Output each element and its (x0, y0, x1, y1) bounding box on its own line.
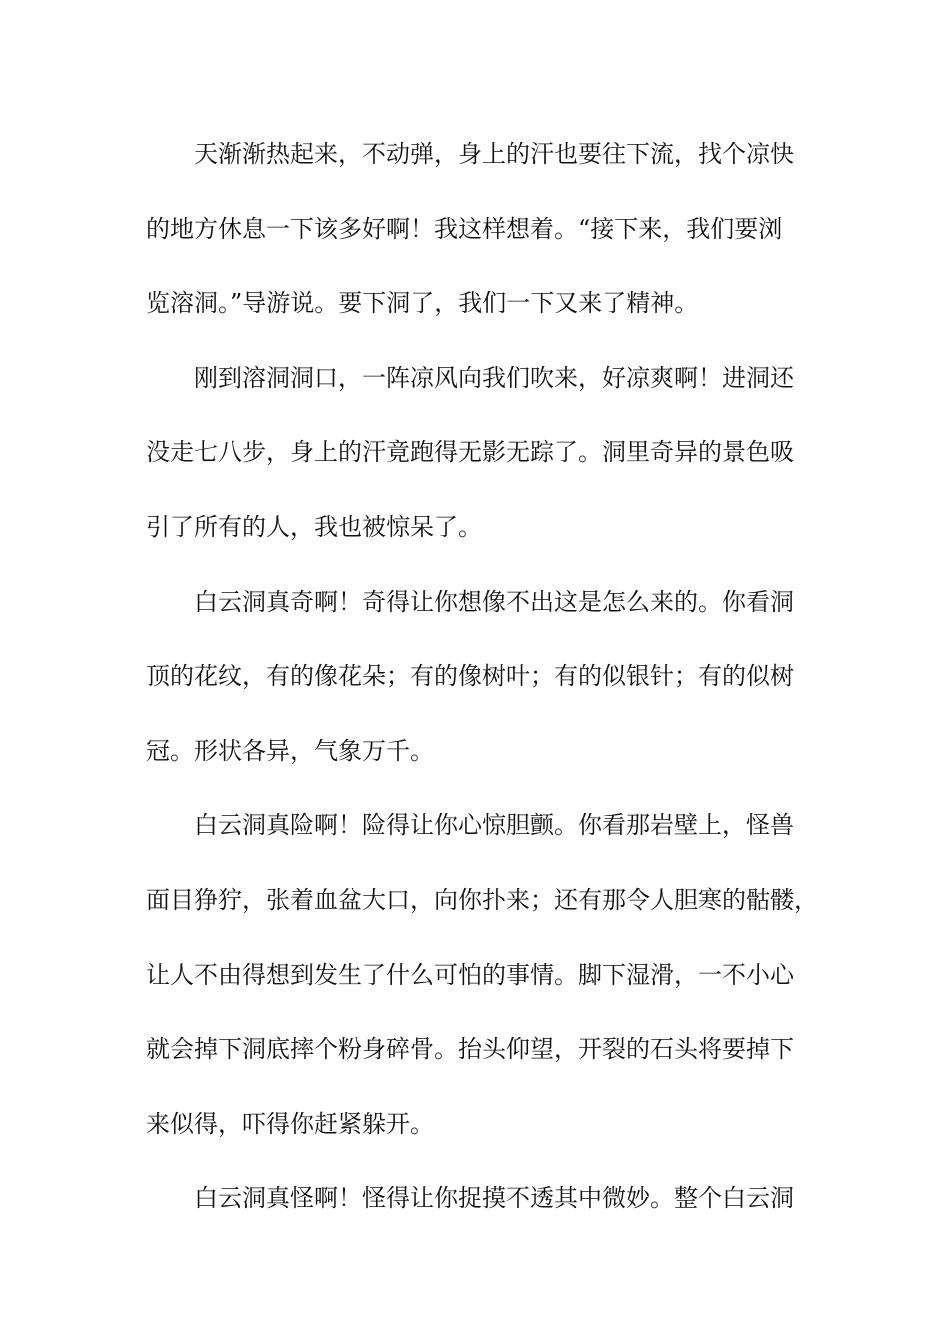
text-line: 白云洞真奇啊！奇得让你想像不出这是怎么来的。你看洞 (194, 587, 794, 616)
text-line: 顶的花纹，有的像花朵；有的像树叶；有的似银针；有的似树 (146, 662, 794, 691)
text-line: 览溶洞。”导游说。要下洞了，我们一下又来了精神。 (146, 289, 699, 318)
text-line: 天渐渐热起来，不动弹，身上的汗也要往下流，找个凉快 (194, 140, 794, 168)
text-line: 让人不由得想到发生了什么可怕的事情。脚下湿滑，一不小心 (146, 960, 794, 989)
text-line: 刚到溶洞洞口，一阵凉风向我们吹来，好凉爽啊！进洞还 (194, 363, 794, 392)
body-text (146, 132, 821, 1251)
text-line: 引了所有的人，我也被惊呆了。 (146, 512, 482, 541)
text-line: 白云洞真险啊！险得让你心惊胆颤。你看那岩壁上，怪兽 (194, 811, 794, 840)
text-line: 冠。形状各异，气象万千。 (146, 736, 434, 765)
text-line: 就会掉下洞底摔个粉身碎骨。抬头仰望，开裂的石头将要掉下 (146, 1035, 794, 1064)
text-line: 白云洞真怪啊！怪得让你捉摸不透其中微妙。整个白云洞 (194, 1184, 794, 1213)
text-line: 面目狰狞，张着血盆大口，向你扑来；还有那令人胆寒的骷髅， (146, 885, 818, 914)
text-line: 没走七八步，身上的汗竟跑得无影无踪了。洞里奇异的景色吸 (146, 438, 794, 467)
text-line: 的地方休息一下该多好啊！我这样想着。“接下来，我们要浏 (146, 214, 783, 243)
text-line: 来似得，吓得你赶紧躲开。 (146, 1109, 434, 1138)
